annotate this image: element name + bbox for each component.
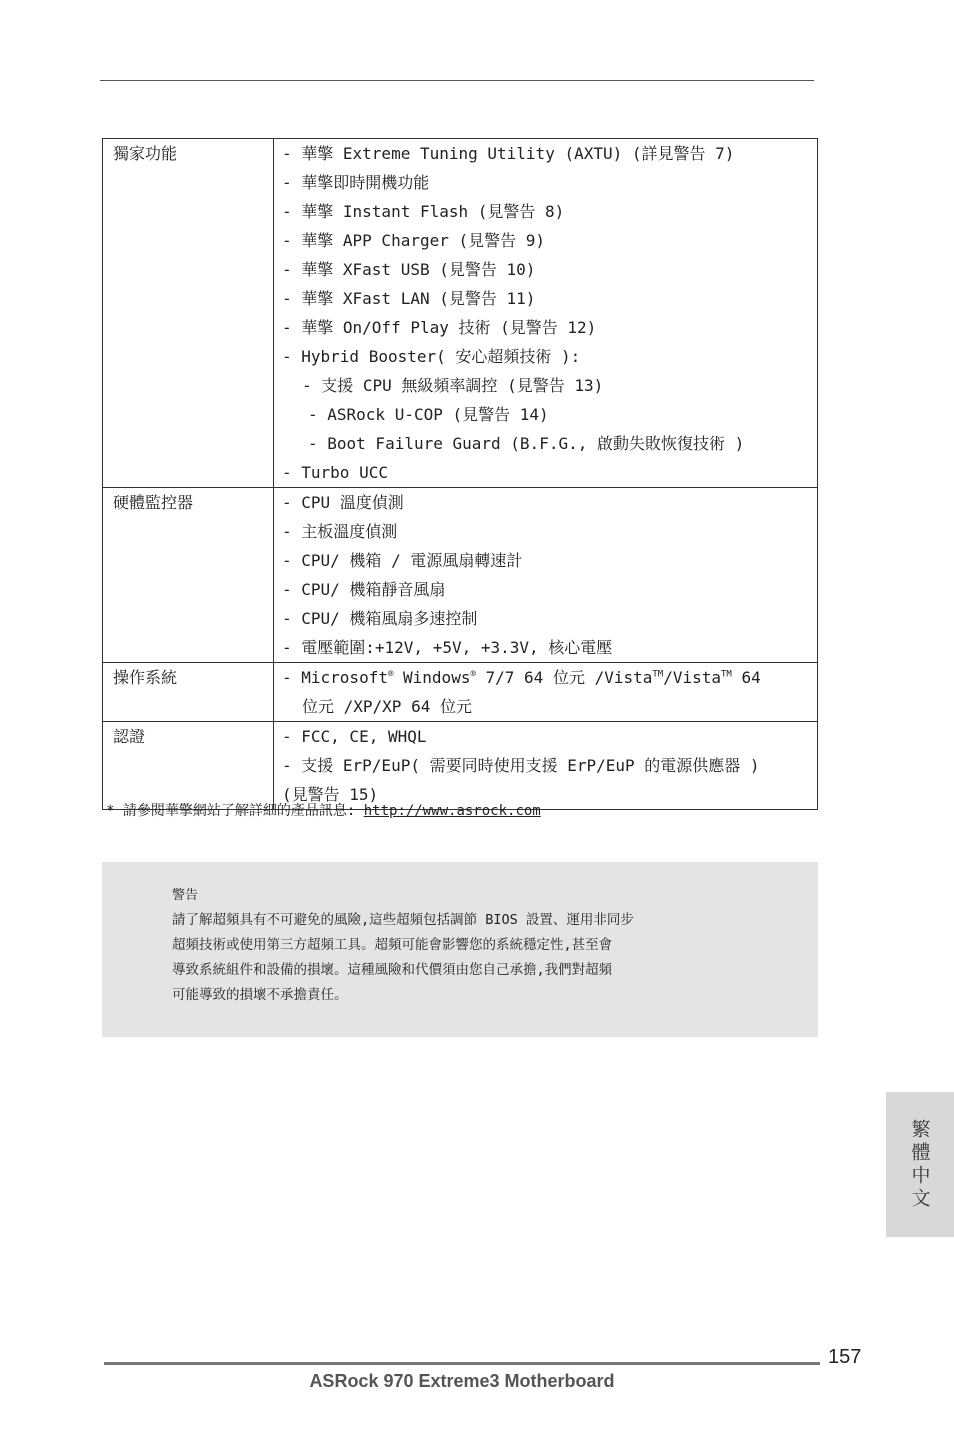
spec-table bbox=[102, 138, 818, 810]
warning-line: 可能導致的損壞不承擔責任。 bbox=[172, 987, 348, 1003]
footnote bbox=[106, 800, 541, 822]
os-text: 64 bbox=[731, 668, 761, 687]
list-item: - 華擎 Extreme Tuning Utility (AXTU) (詳見警告 7) bbox=[282, 144, 735, 163]
footnote-text: * 請參閱華擎網站了解詳細的產品訊息: bbox=[106, 803, 356, 819]
registered-mark: ® bbox=[470, 669, 476, 680]
os-line-continued: 位元 /XP/XP 64 位元 bbox=[302, 697, 472, 716]
list-item: - 華擎 XFast LAN (見警告 11) bbox=[282, 289, 536, 308]
list-item: - CPU/ 機箱風扇多速控制 bbox=[282, 609, 478, 628]
list-item: (見警告 15) bbox=[282, 785, 379, 804]
page-number: 157 bbox=[828, 1346, 862, 1368]
os-text: /Vista bbox=[663, 668, 722, 687]
os-text: 7/7 64 位元 /Vista bbox=[475, 668, 653, 687]
table-row bbox=[103, 663, 818, 722]
registered-mark: ® bbox=[387, 669, 394, 680]
list-item: - 華擎即時開機功能 bbox=[282, 173, 430, 192]
warning-line: 請了解超頻具有不可避免的風險,這些超頻包括調節 BIOS 設置、運用非同步 bbox=[172, 912, 634, 928]
table-row bbox=[103, 488, 818, 663]
list-item: - 華擎 XFast USB (見警告 10) bbox=[282, 260, 536, 279]
table-row bbox=[103, 722, 818, 810]
warning-line: 超頻技術或使用第三方超頻工具。超頻可能會影響您的系統穩定性,甚至會 bbox=[172, 937, 613, 953]
list-item: - 支援 ErP/EuP( 需要同時使用支援 ErP/EuP 的電源供應器 ) bbox=[282, 756, 760, 775]
row-value bbox=[274, 488, 818, 663]
language-label: 繁體中文 bbox=[908, 1118, 931, 1211]
row-value bbox=[274, 139, 818, 488]
list-item: - 主板溫度偵測 bbox=[282, 522, 398, 541]
row-value bbox=[274, 722, 818, 810]
warning-box bbox=[102, 862, 818, 1037]
list-item: - 華擎 APP Charger (見警告 9) bbox=[282, 231, 546, 250]
row-value bbox=[274, 663, 818, 722]
row-label: 操作系統 bbox=[103, 663, 274, 722]
row-label: 認證 bbox=[103, 722, 274, 810]
list-item: - Hybrid Booster( 安心超頻技術 ): bbox=[282, 347, 581, 366]
asrock-website-link[interactable]: http://www.asrock.com bbox=[363, 803, 541, 819]
os-text: - Microsoft bbox=[282, 668, 388, 687]
warning-title: 警告 bbox=[172, 888, 199, 903]
bottom-rule bbox=[104, 1362, 820, 1365]
list-item: - 電壓範圍:+12V, +5V, +3.3V, 核心電壓 bbox=[282, 638, 613, 657]
row-label: 硬體監控器 bbox=[103, 488, 274, 663]
trademark-mark: TM bbox=[652, 669, 664, 680]
table-row bbox=[103, 139, 818, 488]
list-item: - 華擎 On/Off Play 技術 (見警告 12) bbox=[282, 318, 597, 337]
trademark-mark: TM bbox=[721, 669, 732, 680]
footer-title: ASRock 970 Extreme3 Motherboard bbox=[309, 1371, 615, 1391]
top-rule bbox=[100, 80, 814, 81]
os-text: Windows bbox=[393, 668, 471, 687]
list-item: - 支援 CPU 無級頻率調控 (見警告 13) bbox=[302, 376, 604, 395]
list-item: - FCC, CE, WHQL bbox=[282, 727, 427, 746]
list-item: - CPU 溫度偵測 bbox=[282, 493, 404, 512]
os-line bbox=[282, 663, 817, 692]
list-item: - Boot Failure Guard (B.F.G., 啟動失敗恢復技術 ) bbox=[308, 434, 745, 453]
list-item: - 華擎 Instant Flash (見警告 8) bbox=[282, 202, 565, 221]
list-item: - ASRock U-COP (見警告 14) bbox=[308, 405, 549, 424]
warning-body bbox=[172, 908, 752, 1008]
list-item: - Turbo UCC bbox=[282, 463, 388, 482]
language-side-tab bbox=[886, 1092, 954, 1237]
row-label: 獨家功能 bbox=[103, 139, 274, 488]
warning-line: 導致系統組件和設備的損壞。這種風險和代價須由您自己承擔,我們對超頻 bbox=[172, 962, 613, 978]
list-item: - CPU/ 機箱 / 電源風扇轉速計 bbox=[282, 551, 523, 570]
list-item: - CPU/ 機箱靜音風扇 bbox=[282, 580, 446, 599]
